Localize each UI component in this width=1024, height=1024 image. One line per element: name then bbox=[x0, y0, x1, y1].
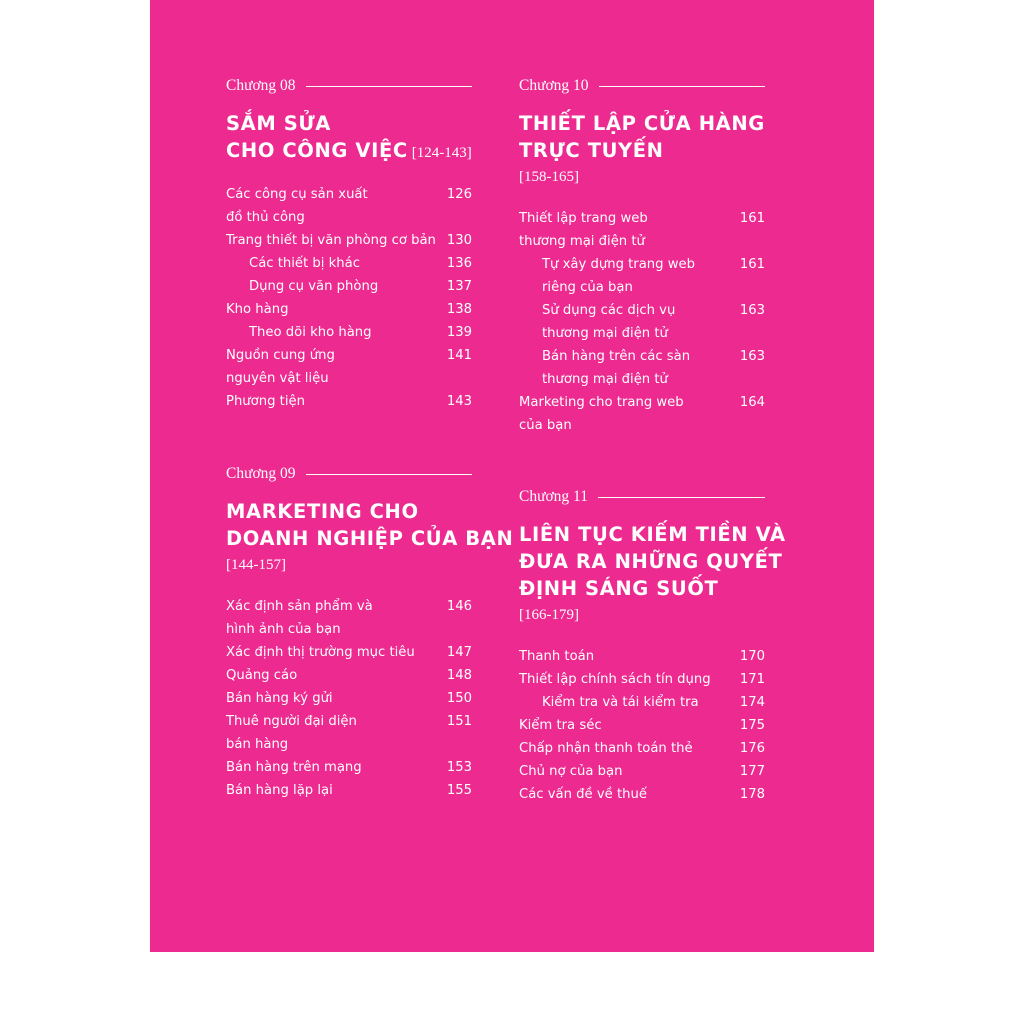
toc-entry bbox=[519, 714, 765, 737]
toc-entry-page: 161 bbox=[739, 257, 765, 272]
toc-entry-text: Chấp nhận thanh toán thẻ bbox=[519, 741, 693, 756]
toc-entry-text: Kiểm tra và tái kiểm tra bbox=[542, 695, 699, 710]
toc-entry bbox=[519, 391, 765, 437]
chapter-title-line: MARKETING CHO bbox=[226, 500, 419, 523]
toc-entry-page: 178 bbox=[739, 787, 765, 802]
toc-entry-page: 141 bbox=[446, 348, 472, 363]
toc-entry-text: Chủ nợ của bạn bbox=[519, 764, 623, 779]
toc-entry-page: 138 bbox=[446, 302, 472, 317]
toc-entry bbox=[519, 760, 765, 783]
toc-entry-page: 163 bbox=[739, 303, 765, 318]
toc-entry-page: 147 bbox=[446, 645, 472, 660]
chapter-page-range: [166-179] bbox=[519, 607, 579, 623]
chapter-number: Chương 08 bbox=[226, 77, 296, 94]
toc-entry bbox=[226, 641, 472, 664]
toc-entry-text: đồ thủ công bbox=[226, 210, 305, 225]
toc-entry-text: Thuê người đại diện bbox=[226, 714, 357, 729]
chapter-page-range: [124-143] bbox=[411, 145, 472, 161]
toc-entry bbox=[226, 664, 472, 687]
toc-entry-title bbox=[519, 345, 735, 391]
toc-entry bbox=[519, 668, 765, 691]
toc-entry-text: Phương tiện bbox=[226, 394, 305, 409]
toc-entry-title bbox=[226, 344, 442, 390]
toc-entry-text: thương mại điện tử bbox=[542, 326, 668, 341]
toc-entry-page: 126 bbox=[446, 187, 472, 202]
toc-entry-text: Thiết lập chính sách tín dụng bbox=[519, 672, 711, 687]
toc-entry bbox=[226, 321, 472, 344]
toc-entry-page: 146 bbox=[446, 599, 472, 614]
toc-entry-text: thương mại điện tử bbox=[519, 234, 645, 249]
contents-page bbox=[150, 0, 874, 952]
toc-entry bbox=[226, 595, 472, 641]
toc-entry bbox=[226, 779, 472, 802]
heading-rule bbox=[598, 497, 765, 498]
toc-entry-text: Thiết lập trang web bbox=[519, 211, 648, 226]
toc-entry bbox=[519, 253, 765, 299]
toc-entry-text: Bán hàng trên các sàn bbox=[542, 349, 691, 364]
toc-entry-page: 164 bbox=[739, 395, 765, 410]
toc-list bbox=[226, 183, 472, 413]
toc-entry-page: 143 bbox=[446, 394, 472, 409]
toc-entry-text: Kho hàng bbox=[226, 302, 289, 317]
chapter-title-line: ĐỊNH SÁNG SUỐT bbox=[519, 577, 719, 600]
chapter-08 bbox=[226, 76, 472, 413]
toc-entry-text: Bán hàng ký gửi bbox=[226, 691, 333, 706]
toc-entry-page: 139 bbox=[446, 325, 472, 340]
chapter-heading bbox=[519, 76, 765, 96]
toc-entry bbox=[519, 783, 765, 806]
toc-entry-title bbox=[226, 298, 442, 321]
heading-rule bbox=[306, 86, 472, 87]
chapter-title-line: DOANH NGHIỆP CỦA BẠN bbox=[226, 527, 514, 550]
toc-entry bbox=[226, 183, 472, 229]
toc-entry-text: Các thiết bị khác bbox=[249, 256, 360, 271]
toc-entry-text: hình ảnh của bạn bbox=[226, 622, 341, 637]
chapter-page-range: [158-165] bbox=[519, 169, 579, 185]
chapter-title-line: CHO CÔNG VIỆC bbox=[226, 139, 408, 162]
toc-entry-title bbox=[226, 595, 442, 641]
heading-rule bbox=[599, 86, 765, 87]
toc-entry-title bbox=[226, 183, 442, 229]
toc-entry bbox=[226, 687, 472, 710]
toc-entry bbox=[226, 298, 472, 321]
toc-entry-title bbox=[519, 737, 735, 760]
toc-entry-title bbox=[519, 783, 735, 806]
toc-entry-page: 171 bbox=[739, 672, 765, 687]
toc-entry bbox=[519, 299, 765, 345]
toc-entry-title bbox=[226, 275, 442, 298]
toc-entry-page: 151 bbox=[446, 714, 472, 729]
chapter-title-line: THIẾT LẬP CỬA HÀNG bbox=[519, 112, 765, 135]
chapter-title-line: SẮM SỬA bbox=[226, 112, 331, 135]
toc-entry-title bbox=[226, 321, 442, 344]
toc-entry bbox=[226, 756, 472, 779]
toc-entry-page: 163 bbox=[739, 349, 765, 364]
toc-entry bbox=[519, 645, 765, 668]
toc-entry-text: thương mại điện tử bbox=[542, 372, 668, 387]
toc-entry-text: Xác định sản phẩm và bbox=[226, 599, 373, 614]
toc-entry-text: Dụng cụ văn phòng bbox=[249, 279, 379, 294]
toc-entry-title bbox=[226, 390, 442, 413]
toc-entry bbox=[519, 691, 765, 714]
toc-entry-text: Sử dụng các dịch vụ bbox=[542, 303, 676, 318]
toc-entry-text: Theo dõi kho hàng bbox=[249, 325, 372, 340]
toc-entry-title bbox=[519, 299, 735, 345]
toc-entry-title bbox=[226, 687, 442, 710]
toc-entry-page: 177 bbox=[739, 764, 765, 779]
toc-list bbox=[226, 595, 472, 802]
chapter-title bbox=[226, 110, 472, 167]
toc-entry bbox=[519, 345, 765, 391]
toc-entry-title bbox=[226, 664, 442, 687]
toc-entry bbox=[226, 252, 472, 275]
toc-entry-title bbox=[226, 229, 442, 252]
toc-entry-page: 148 bbox=[446, 668, 472, 683]
toc-entry bbox=[226, 390, 472, 413]
toc-list bbox=[519, 645, 765, 806]
toc-entry-title bbox=[226, 641, 442, 664]
chapter-heading bbox=[226, 76, 472, 96]
toc-entry bbox=[519, 207, 765, 253]
chapter-title-line-wrap bbox=[226, 137, 472, 167]
toc-entry-text: Thanh toán bbox=[519, 649, 595, 664]
toc-entry-text: Các công cụ sản xuất bbox=[226, 187, 368, 202]
chapter-heading bbox=[519, 487, 765, 507]
toc-entry-page: 155 bbox=[446, 783, 472, 798]
chapter-number: Chương 09 bbox=[226, 465, 296, 482]
chapter-09 bbox=[226, 464, 514, 802]
chapter-title bbox=[519, 521, 786, 602]
toc-entry-page: 174 bbox=[739, 695, 765, 710]
toc-entry-text: Kiểm tra séc bbox=[519, 718, 602, 733]
toc-entry-page: 137 bbox=[446, 279, 472, 294]
toc-entry-page: 150 bbox=[446, 691, 472, 706]
toc-entry-page: 170 bbox=[739, 649, 765, 664]
toc-entry bbox=[226, 344, 472, 390]
chapter-title bbox=[519, 110, 765, 164]
toc-entry-title bbox=[519, 207, 735, 253]
toc-entry-text: Nguồn cung ứng bbox=[226, 348, 335, 363]
toc-entry-title bbox=[519, 760, 735, 783]
toc-entry-text: nguyên vật liệu bbox=[226, 371, 329, 386]
toc-entry-page: 153 bbox=[446, 760, 472, 775]
toc-entry-title bbox=[226, 779, 442, 802]
toc-list bbox=[519, 207, 765, 437]
chapter-page-range: [144-157] bbox=[226, 557, 286, 573]
toc-entry-text: bán hàng bbox=[226, 737, 289, 752]
chapter-title-line: ĐƯA RA NHỮNG QUYẾT bbox=[519, 550, 783, 573]
toc-entry-page: 136 bbox=[446, 256, 472, 271]
chapter-title bbox=[226, 498, 514, 552]
toc-entry-text: Trang thiết bị văn phòng cơ bản bbox=[226, 233, 436, 248]
chapter-number: Chương 10 bbox=[519, 77, 589, 94]
toc-entry-title bbox=[519, 645, 735, 668]
heading-rule bbox=[306, 474, 472, 475]
toc-entry-text: Tự xây dựng trang web bbox=[542, 257, 696, 272]
toc-entry-title bbox=[226, 710, 442, 756]
toc-entry-title bbox=[226, 252, 442, 275]
toc-entry-page: 175 bbox=[739, 718, 765, 733]
toc-entry-title bbox=[519, 714, 735, 737]
toc-entry bbox=[519, 737, 765, 760]
toc-entry-page: 161 bbox=[739, 211, 765, 226]
toc-entry-title bbox=[519, 668, 735, 691]
toc-entry-title bbox=[519, 391, 735, 437]
toc-entry-text: Bán hàng lặp lại bbox=[226, 783, 333, 798]
chapter-title-line: TRỰC TUYẾN bbox=[519, 139, 664, 162]
toc-entry-text: riêng của bạn bbox=[542, 280, 633, 295]
toc-entry-text: của bạn bbox=[519, 418, 572, 433]
chapter-11 bbox=[519, 487, 786, 806]
chapter-heading bbox=[226, 464, 472, 484]
toc-entry-text: Xác định thị trường mục tiêu bbox=[226, 645, 415, 660]
toc-entry-text: Quảng cáo bbox=[226, 668, 298, 683]
toc-entry bbox=[226, 229, 472, 252]
toc-entry-title bbox=[519, 253, 735, 299]
toc-entry-text: Bán hàng trên mạng bbox=[226, 760, 362, 775]
toc-entry-title bbox=[519, 691, 735, 714]
chapter-number: Chương 11 bbox=[519, 488, 588, 505]
toc-entry-page: 130 bbox=[446, 233, 472, 248]
toc-entry-text: Các vấn đề về thuế bbox=[519, 787, 647, 802]
toc-entry-page: 176 bbox=[739, 741, 765, 756]
chapter-title-line: LIÊN TỤC KIẾM TIỀN VÀ bbox=[519, 523, 786, 546]
toc-entry-title bbox=[226, 756, 442, 779]
toc-entry-text: Marketing cho trang web bbox=[519, 395, 684, 410]
toc-entry bbox=[226, 275, 472, 298]
chapter-10 bbox=[519, 76, 765, 437]
toc-entry bbox=[226, 710, 472, 756]
